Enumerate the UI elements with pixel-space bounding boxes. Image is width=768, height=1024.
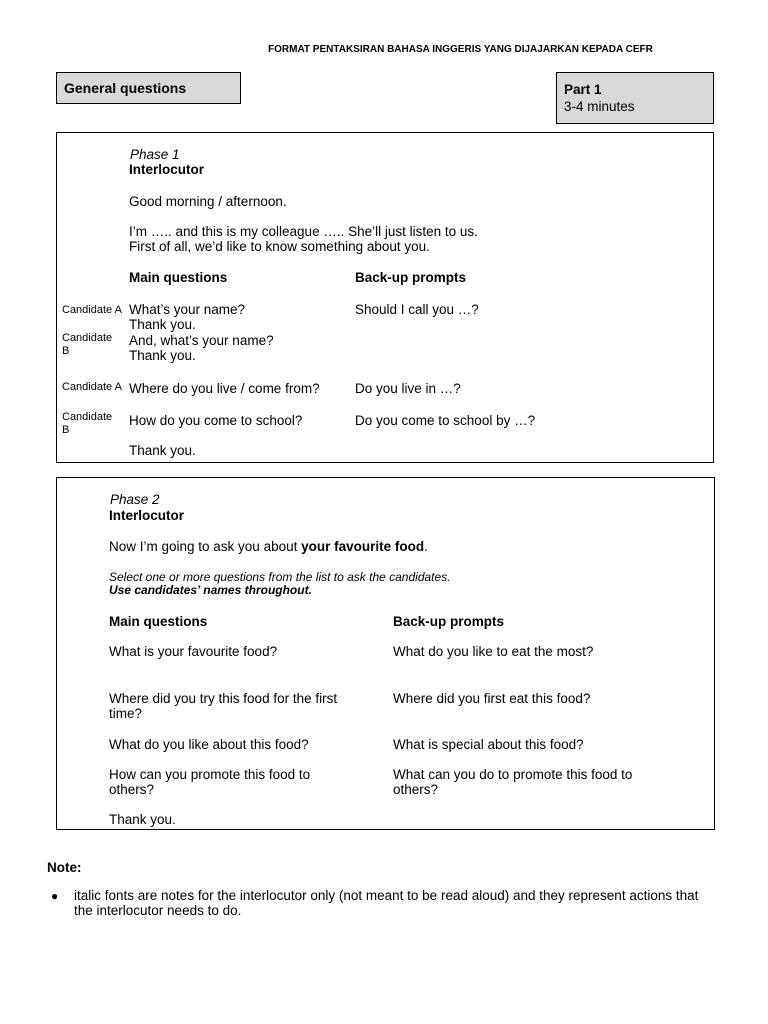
phase1-q3-backup: Do you live in …?: [355, 381, 461, 396]
phase2-row3-backup: What is special about this food?: [393, 737, 584, 752]
phase1-q1: What’s your name?: [129, 302, 246, 317]
phase1-col-backup: Back-up prompts: [355, 270, 467, 285]
phase1-q2: And, what’s your name?: [129, 333, 274, 348]
candidate-b-label: Candidate B: [62, 332, 113, 357]
phase1-q2-thanks: Thank you.: [129, 348, 196, 363]
phase1-q3: Where do you live / come from?: [129, 381, 320, 396]
phase1-closing: Thank you.: [129, 443, 196, 458]
phase2-intro-topic: your favourite food: [301, 539, 425, 554]
phase1-intro-line2: First of all, we’d like to know something about you.: [129, 239, 430, 254]
phase2-intro-plain: Now I’m going to ask you about: [109, 539, 302, 554]
phase2-row4-backup: What can you do to promote this food to others?: [393, 767, 633, 797]
phase1-title: Phase 1: [130, 147, 180, 162]
phase2-role: Interlocutor: [109, 508, 185, 523]
phase2-instruction2: Use candidates’ names throughout.: [109, 583, 312, 597]
phase1-col-main: Main questions: [129, 270, 228, 285]
phase1-q4-backup: Do you come to school by …?: [355, 413, 536, 428]
candidate-b-label: Candidate B: [62, 411, 113, 436]
candidate-a-label: Candidate A: [62, 304, 122, 316]
phase2-col-main: Main questions: [109, 614, 208, 629]
phase1-q4: How do you come to school?: [129, 413, 303, 428]
note-label: Note:: [47, 860, 82, 875]
phase1-role: Interlocutor: [129, 162, 205, 177]
phase2-row4-main: How can you promote this food to others?: [109, 767, 311, 797]
phase2-instruction1: Select one or more questions from the list to ask the candidates.: [109, 570, 451, 584]
phase2-row3-main: What do you like about this food?: [109, 737, 309, 752]
phase2-closing: Thank you.: [109, 812, 176, 827]
section-title: General questions: [64, 80, 187, 96]
part-box: [556, 72, 714, 124]
page-header: FORMAT PENTAKSIRAN BAHASA INGGERIS YANG DIJAJARKAN KEPADA CEFR: [268, 44, 653, 55]
phase1-q1-thanks: Thank you.: [129, 317, 196, 332]
phase2-col-backup: Back-up prompts: [393, 614, 505, 629]
phase1-greeting: Good morning / afternoon.: [129, 194, 287, 209]
part-label: Part 1: [564, 82, 602, 97]
phase1-q1-backup: Should I call you …?: [355, 302, 479, 317]
phase2-title: Phase 2: [110, 492, 160, 507]
part-duration: 3-4 minutes: [564, 99, 635, 114]
phase2-row1-backup: What do you like to eat the most?: [393, 644, 594, 659]
candidate-a-label: Candidate A: [62, 381, 122, 393]
phase2-intro: [109, 539, 428, 554]
note-bullet-text: italic fonts are notes for the interlocutor only (not meant to be read aloud) and they represent actions that the interlocutor needs to do.: [74, 888, 699, 918]
section-title-box: [56, 72, 241, 104]
phase2-intro-end: .: [424, 539, 428, 554]
phase2-row2-main: Where did you try this food for the first time?: [109, 691, 338, 721]
bullet-icon: ●: [51, 889, 59, 903]
phase1-intro-line1: I’m ….. and this is my colleague ….. She’ll just listen to us.: [129, 224, 478, 239]
phase2-row2-backup: Where did you first eat this food?: [393, 691, 591, 706]
phase2-row1-main: What is your favourite food?: [109, 644, 278, 659]
